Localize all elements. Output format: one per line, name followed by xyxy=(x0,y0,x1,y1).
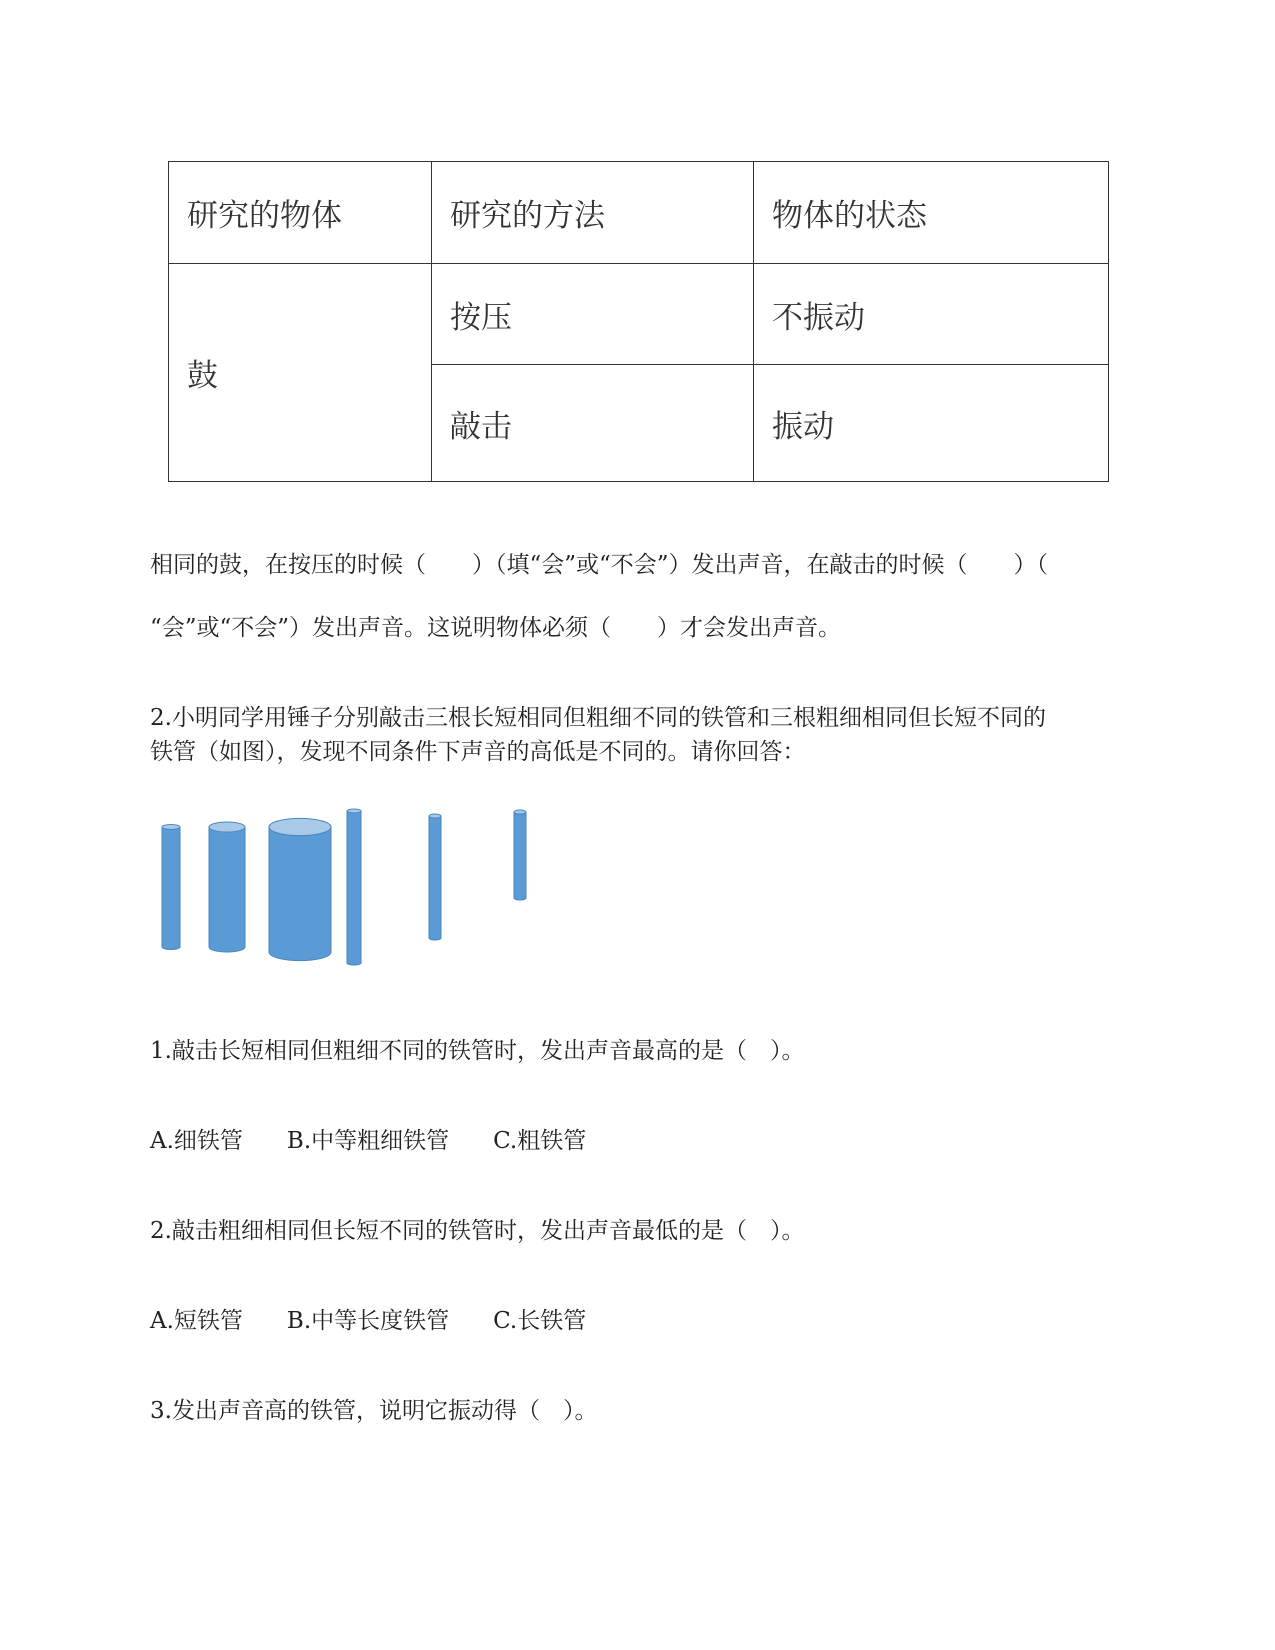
thin-pipe xyxy=(162,824,180,949)
sub-question-2: 2.敲击粗细相同但长短不同的铁管时，发出声音最低的是（ ）。 xyxy=(150,1218,805,1244)
question-2-intro-line-2: 铁管（如图），发现不同条件下声音的高低是不同的。请你回答： xyxy=(150,739,806,765)
sub-question-3: 3.发出声音高的铁管，说明它振动得（ ）。 xyxy=(150,1398,598,1424)
option-c: C.粗铁管 xyxy=(493,1128,587,1154)
cell-method: 按压 xyxy=(432,264,754,365)
option-b: B.中等粗细铁管 xyxy=(286,1128,450,1154)
long-pipe xyxy=(347,809,361,965)
study-table xyxy=(168,161,1109,482)
header-cell-method: 研究的方法 xyxy=(432,162,754,264)
sub-question-1-options xyxy=(150,1122,586,1155)
sub-question-1: 1.敲击长短相同但粗细不同的铁管时，发出声音最高的是（ ）。 xyxy=(150,1038,805,1064)
option-b: B.中等长度铁管 xyxy=(286,1308,450,1334)
option-a: A.细铁管 xyxy=(150,1128,243,1154)
table-row xyxy=(169,264,1109,365)
thick-pipe xyxy=(269,818,331,960)
option-c: C.长铁管 xyxy=(493,1308,587,1334)
question-1-line-2: “会”或“不会”）发出声音。这说明物体必须（ ）才会发出声音。 xyxy=(150,615,842,641)
cell-state: 振动 xyxy=(754,365,1109,482)
cell-object: 鼓 xyxy=(169,264,432,482)
short-pipe xyxy=(514,810,526,900)
medium-pipe xyxy=(209,822,245,952)
table-header-row xyxy=(169,162,1109,264)
cell-method: 敲击 xyxy=(432,365,754,482)
option-a: A.短铁管 xyxy=(150,1308,243,1334)
medium-length-pipe xyxy=(429,814,441,940)
iron-pipes-figure xyxy=(150,800,540,975)
header-cell-state: 物体的状态 xyxy=(754,162,1109,264)
header-cell-object: 研究的物体 xyxy=(169,162,432,264)
question-1-line-1: 相同的鼓，在按压的时候（ ）（填“会”或“不会”）发出声音，在敲击的时候（ ）（ xyxy=(150,552,1049,578)
question-2-intro-line-1: 2.小明同学用锤子分别敲击三根长短相同但粗细不同的铁管和三根粗细相同但长短不同的 xyxy=(150,705,1046,731)
sub-question-2-options xyxy=(150,1302,586,1335)
cell-state: 不振动 xyxy=(754,264,1109,365)
